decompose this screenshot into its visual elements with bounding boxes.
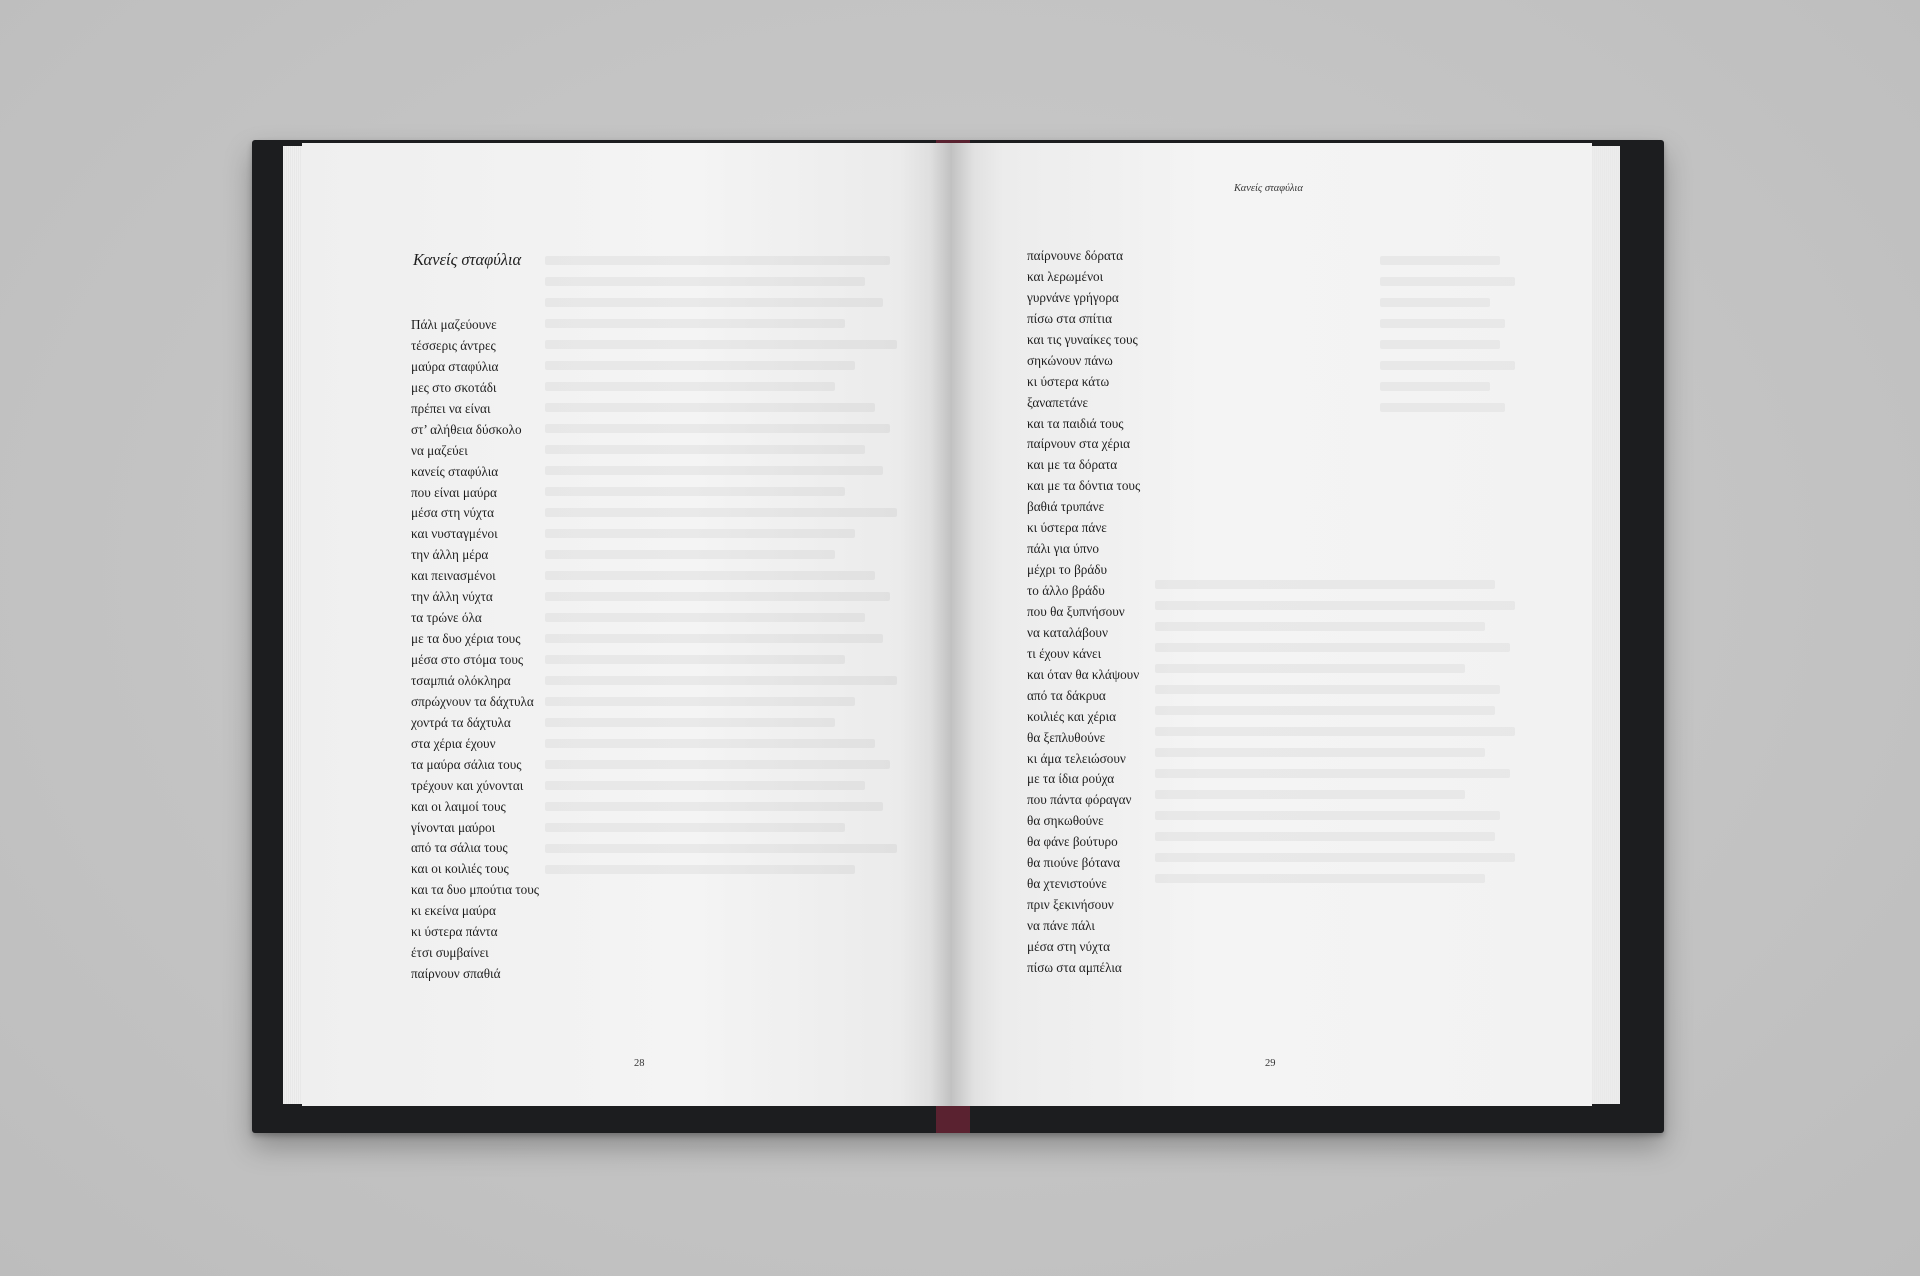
verse-line: που είναι μαύρα (411, 484, 497, 500)
verse-line: να καταλάβουν (1027, 624, 1108, 640)
verse-line: πρέπει να είναι (411, 400, 491, 416)
verse-line: να πάνε πάλι (1027, 918, 1095, 933)
verse-line: κι άμα τελειώσουν (1027, 750, 1126, 766)
gutter-shadow (930, 143, 974, 1106)
verse-line: από τα σάλια τους (411, 840, 508, 856)
verse-line: την άλλη νύχτα (411, 589, 493, 605)
verse-line: μέσα στη νύχτα (1027, 938, 1111, 954)
verse-line: τα τρώνε όλα (411, 610, 482, 626)
verse-line: τα μαύρα σάλια τους (411, 756, 522, 772)
verse-line: παίρνουνε δόρατα (1027, 248, 1124, 263)
verse-line: που θα ξυπνήσουν (1027, 603, 1125, 619)
verse-line: έτσι συμβαίνει (411, 945, 489, 961)
poem-verse-left (411, 315, 539, 985)
verse-line: κι ύστερα κάτω (1027, 373, 1110, 389)
verse-line: χοντρά τα δάχτυλα (411, 714, 511, 730)
verse-line: θα ξεπλυθούνε (1027, 729, 1106, 745)
verse-line: που πάντα φόραγαν (1027, 792, 1132, 808)
verse-line: και νυσταγμένοι (411, 526, 498, 542)
verse-line: στ’ αλήθεια δύσκολο (411, 421, 522, 437)
verse-line: να μαζεύει (411, 442, 468, 458)
verse-line: γυρνάνε γρήγορα (1027, 289, 1119, 305)
verse-line: μέσα στο στόμα τους (411, 652, 524, 667)
left-page (302, 143, 952, 1106)
verse-line: το άλλο βράδυ (1027, 583, 1105, 598)
verse-line: και όταν θα κλάψουν (1027, 666, 1140, 682)
verse-line: την άλλη μέρα (411, 547, 489, 563)
verse-line: μέχρι το βράδυ (1027, 562, 1108, 578)
verse-line: και με τα δόρατα (1027, 457, 1118, 473)
verse-line: βαθιά τρυπάνε (1027, 499, 1105, 515)
verse-line: με τα δυο χέρια τους (411, 631, 521, 647)
verse-line: και με τα δόντια τους (1027, 478, 1141, 494)
poem-title: Κανείς σταφύλια (413, 250, 522, 269)
verse-line: τρέχουν και χύνονται (411, 777, 524, 793)
verse-line: σηκώνουν πάνω (1027, 352, 1113, 368)
verse-line: και οι λαιμοί τους (411, 798, 506, 814)
verse-line: και οι κοιλιές τους (411, 861, 509, 877)
running-head: Κανείς σταφύλια (1234, 183, 1303, 194)
verse-line: και τα παιδιά τους (1027, 415, 1124, 431)
verse-line: με τα ίδια ρούχα (1027, 771, 1115, 787)
verse-line: θα σηκωθούνε (1027, 813, 1104, 829)
verse-line: στα χέρια έχουν (411, 735, 496, 751)
verse-line: μαύρα σταφύλια (411, 358, 499, 374)
verse-line: από τα δάκρυα (1027, 687, 1106, 703)
verse-line: τσαμπιά ολόκληρα (411, 672, 511, 688)
verse-line: κι ύστερα πάνε (1027, 520, 1107, 536)
page-number-left: 28 (634, 1058, 645, 1069)
verse-line: παίρνουν στα χέρια (1027, 436, 1131, 452)
verse-line: και πεινασμένοι (411, 568, 496, 584)
verse-line: θα φάνε βούτυρο (1027, 834, 1118, 850)
verse-line: πριν ξεκινήσουν (1027, 897, 1114, 913)
verse-line: Πάλι μαζεύουνε (411, 317, 497, 332)
verse-line: θα χτενιστούνε (1027, 876, 1107, 892)
verse-line: κι εκείνα μαύρα (411, 903, 496, 919)
verse-line: και λερωμένοι (1027, 268, 1104, 284)
verse-line: κανείς σταφύλια (411, 463, 499, 479)
verse-line: ξαναπετάνε (1027, 394, 1089, 410)
verse-line: πάλι για ύπνο (1027, 541, 1099, 557)
verse-line: γίνονται μαύροι (411, 819, 496, 835)
verse-line: κι ύστερα πάντα (411, 924, 498, 940)
verse-line: και τα δυο μπούτια τους (411, 882, 539, 898)
verse-line: πίσω στα σπίτια (1027, 310, 1112, 326)
verse-line: τι έχουν κάνει (1027, 645, 1102, 661)
verse-line: παίρνουν σπαθιά (411, 966, 501, 982)
verse-line: και τις γυναίκες τους (1027, 331, 1138, 347)
verse-line: θα πιούνε βότανα (1027, 855, 1121, 871)
verse-line: μέσα στη νύχτα (411, 505, 495, 521)
verse-line: τέσσερις άντρες (411, 337, 496, 353)
verse-line: μες στο σκοτάδι (411, 379, 497, 395)
poem-verse-right (1027, 246, 1140, 979)
verse-line: κοιλιές και χέρια (1027, 708, 1117, 724)
verse-line: σπρώχνουν τα δάχτυλα (411, 693, 534, 709)
verse-line: πίσω στα αμπέλια (1027, 959, 1122, 975)
page-block-edge-right (1590, 146, 1620, 1104)
page-number-right: 29 (1265, 1058, 1276, 1069)
